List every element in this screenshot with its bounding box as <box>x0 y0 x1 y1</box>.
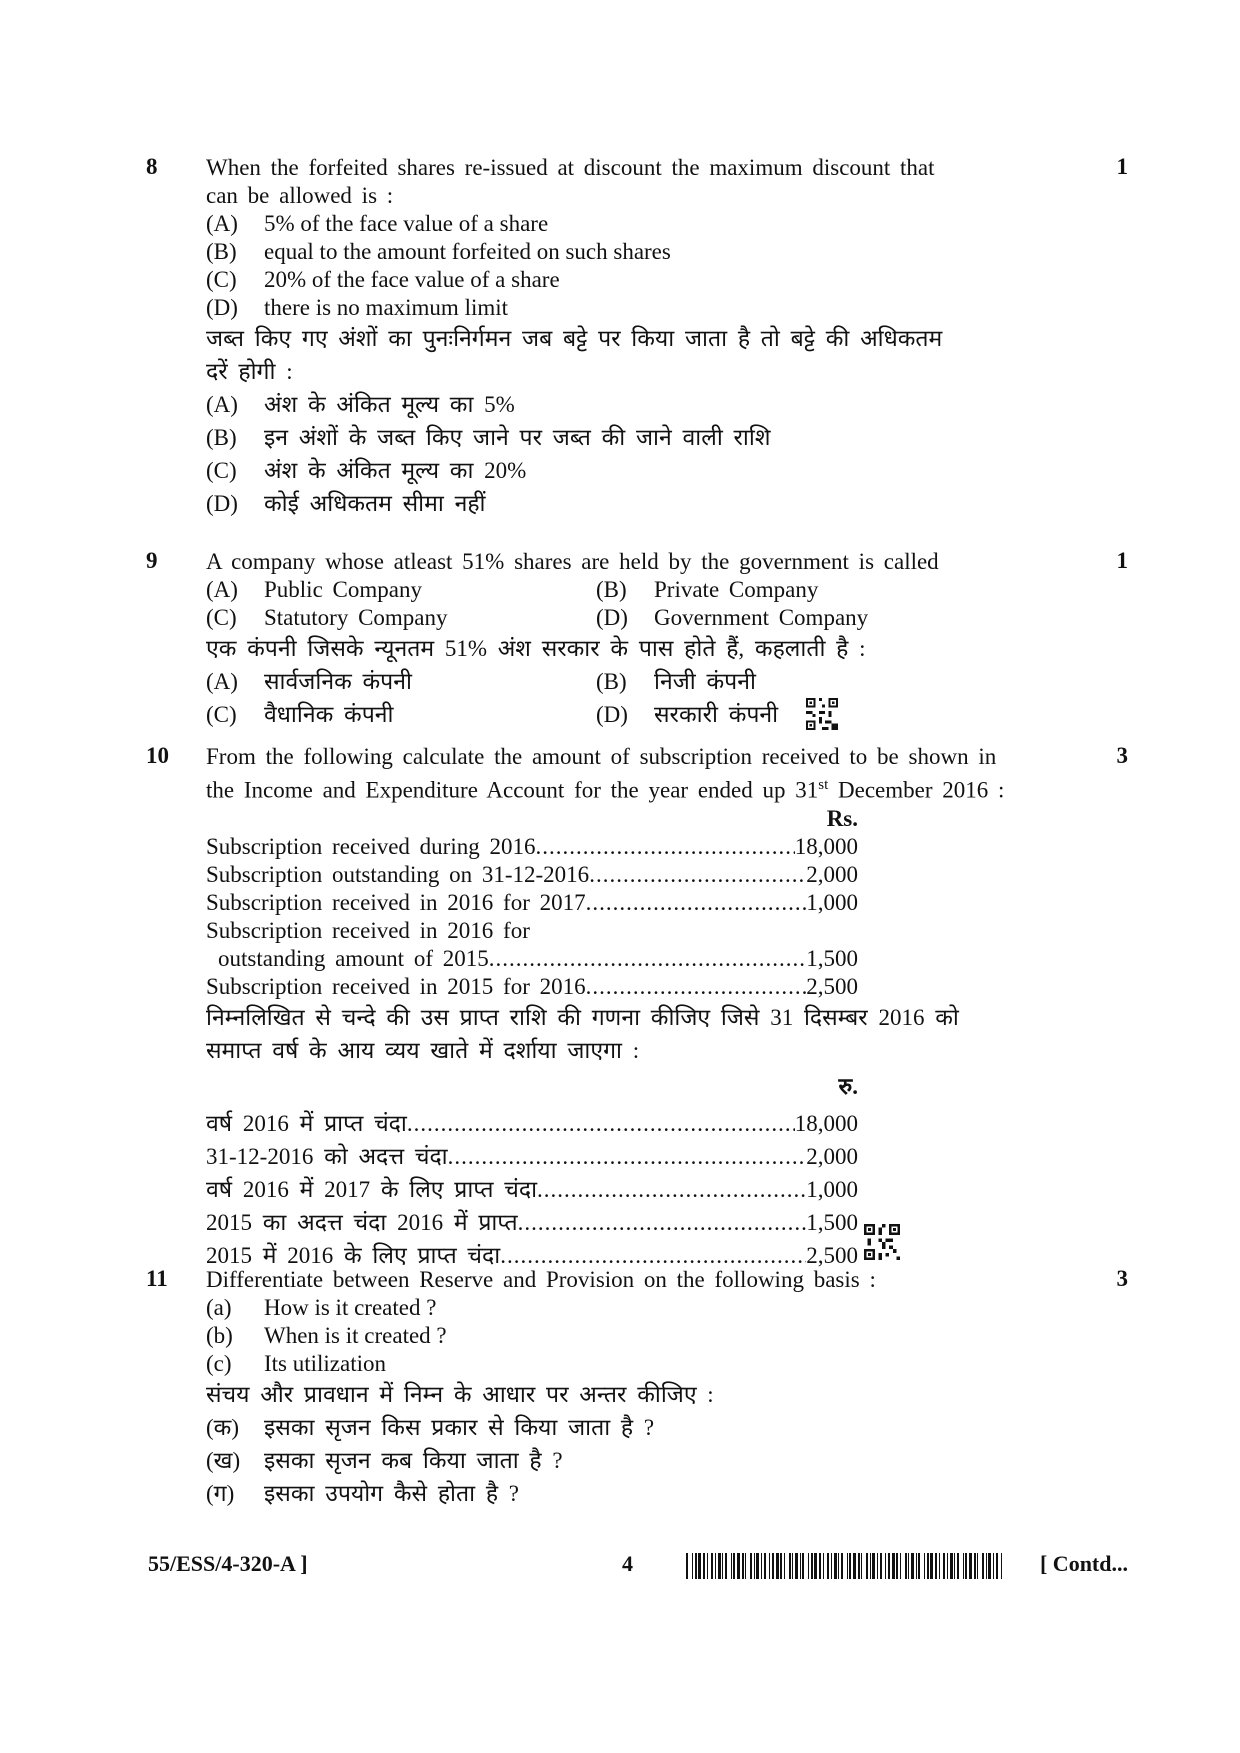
question-10 <box>148 743 1128 1272</box>
option-text: इसका सृजन कब किया जाता है ? <box>264 1448 563 1473</box>
question-text-hi: निम्नलिखित से चन्दे की उस प्राप्त राशि की गणना कीजिए जिसे 31 दिसम्बर 2016 को <box>206 1004 959 1030</box>
table-row: 31-12-2016 को अदत्त चंदा ..... 2,000 <box>206 1140 858 1173</box>
option-text: सरकारी कंपनी <box>654 702 779 727</box>
option-text: इसका सृजन किस प्रकार से किया जाता है ? <box>264 1415 655 1440</box>
question-8 <box>148 154 1128 520</box>
option-text: अंश के अंकित मूल्य का 20% <box>264 458 527 483</box>
option-label: (C) <box>206 702 237 727</box>
page-footer <box>148 1551 1128 1583</box>
option-text: इन अंशों के जब्त किए जाने पर जब्त की जाने वाली राशि <box>264 425 771 450</box>
option-label: (क) <box>206 1415 239 1440</box>
option-text: How is it created ? <box>264 1295 437 1320</box>
option-label: (A) <box>206 669 238 694</box>
question-number: 10 <box>146 743 169 768</box>
option-label: (B) <box>206 425 237 450</box>
option-label: (b) <box>206 1323 233 1348</box>
option-text: there is no maximum limit <box>264 295 509 320</box>
question-text-en: can be allowed is : <box>206 183 394 208</box>
question-text-hi: जब्त किए गए अंशों का पुनःनिर्गमन जब बट्टे पर किया जाता है तो बट्टे की अधिकतम <box>206 326 943 351</box>
table-row: Subscription outstanding on 31-12-2016 ..... 2,000 <box>206 861 858 889</box>
option-text: निजी कंपनी <box>654 669 756 694</box>
option-label: (A) <box>206 392 238 417</box>
question-marks: 1 <box>1116 548 1128 573</box>
option-text: वैधानिक कंपनी <box>264 702 394 727</box>
option-label: (A) <box>206 211 238 236</box>
question-number: 9 <box>146 548 158 573</box>
question-text-hi: संचय और प्रावधान में निम्न के आधार पर अन्तर कीजिए : <box>206 1382 714 1407</box>
option-label: (ख) <box>206 1448 241 1473</box>
option-label: (D) <box>206 295 238 320</box>
question-text-en: From the following calculate the amount of subscription received to be shown in <box>206 744 997 769</box>
question-marks: 1 <box>1116 154 1128 179</box>
option-label: (B) <box>596 669 627 694</box>
option-text: सार्वजनिक कंपनी <box>264 669 412 694</box>
option-label: (C) <box>206 605 237 630</box>
option-text: Government Company <box>654 605 869 630</box>
table-row: वर्ष 2016 में प्राप्त चंदा ..... 18,000 <box>206 1107 858 1140</box>
question-9 <box>148 548 1128 731</box>
option-label: (a) <box>206 1295 232 1320</box>
barcode-icon <box>686 1553 1006 1579</box>
continued-label: [ Contd... <box>1039 1551 1128 1576</box>
option-label: (B) <box>206 239 237 264</box>
currency-header: Rs. <box>826 805 858 831</box>
option-label: (D) <box>596 702 628 727</box>
option-text: Public Company <box>264 577 422 602</box>
paper-code: 55/ESS/4-320-A ] <box>148 1551 308 1576</box>
option-text: Statutory Company <box>264 605 448 630</box>
option-label: (D) <box>596 605 628 630</box>
qr-code-icon <box>864 1224 900 1260</box>
option-label: (B) <box>596 577 627 602</box>
option-text: equal to the amount forfeited on such shares <box>264 239 671 264</box>
question-text-hi: समाप्त वर्ष के आय व्यय खाते में दर्शाया जाएगा : <box>206 1037 640 1063</box>
option-text: 5% of the face value of a share <box>264 211 549 236</box>
option-label: (C) <box>206 458 237 483</box>
table-row: वर्ष 2016 में 2017 के लिए प्राप्त चंदा ..... 1,000 <box>206 1173 858 1206</box>
table-row: 2015 में 2016 के लिए प्राप्त चंदा ..... 2,500 <box>206 1239 858 1272</box>
option-label: (A) <box>206 577 238 602</box>
table-row: Subscription received in 2015 for 2016 ..... 2,500 <box>206 973 858 1001</box>
qr-code-icon <box>806 698 838 730</box>
option-text: अंश के अंकित मूल्य का 5% <box>264 392 515 417</box>
page-number: 4 <box>622 1551 633 1576</box>
option-text: इसका उपयोग कैसे होता है ? <box>264 1481 519 1506</box>
option-text: Private Company <box>654 577 819 602</box>
question-number: 11 <box>146 1266 168 1291</box>
question-text-en: A company whose atleast 51% shares are held by the government is called <box>206 549 939 574</box>
option-label: (C) <box>206 267 237 292</box>
table-row: Subscription received in 2016 for 2017 ..... 1,000 <box>206 889 858 917</box>
question-marks: 3 <box>1116 743 1128 768</box>
option-text: When is it created ? <box>264 1323 447 1348</box>
table-row: Subscription received in 2016 for <box>206 917 530 943</box>
question-marks: 3 <box>1116 1266 1128 1291</box>
option-text: Its utilization <box>264 1351 387 1376</box>
question-text-en: Differentiate between Reserve and Provision on the following basis : <box>206 1267 876 1292</box>
option-label: (c) <box>206 1351 232 1376</box>
option-label: (D) <box>206 491 238 516</box>
question-text-en: When the forfeited shares re-issued at discount the maximum discount that <box>206 155 935 180</box>
table-row: outstanding amount of 2015 ..... 1,500 <box>206 945 858 973</box>
question-text-hi: दरें होगी : <box>206 359 293 384</box>
table-row: 2015 का अदत्त चंदा 2016 में प्राप्त ..... 1,500 <box>206 1206 858 1239</box>
currency-header: रु. <box>838 1073 858 1099</box>
option-text: 20% of the face value of a share <box>264 267 560 292</box>
table-row: Subscription received during 2016 ..... 18,000 <box>206 833 858 861</box>
option-text: कोई अधिकतम सीमा नहीं <box>264 491 486 516</box>
question-text-en: the Income and Expenditure Account for the year ended up 31st December 2016 : <box>206 777 1005 803</box>
option-label: (ग) <box>206 1481 235 1506</box>
question-number: 8 <box>146 154 158 179</box>
question-11 <box>148 1266 1128 1510</box>
question-text-hi: एक कंपनी जिसके न्यूनतम 51% अंश सरकार के पास होते हैं, कहलाती है : <box>206 636 866 661</box>
